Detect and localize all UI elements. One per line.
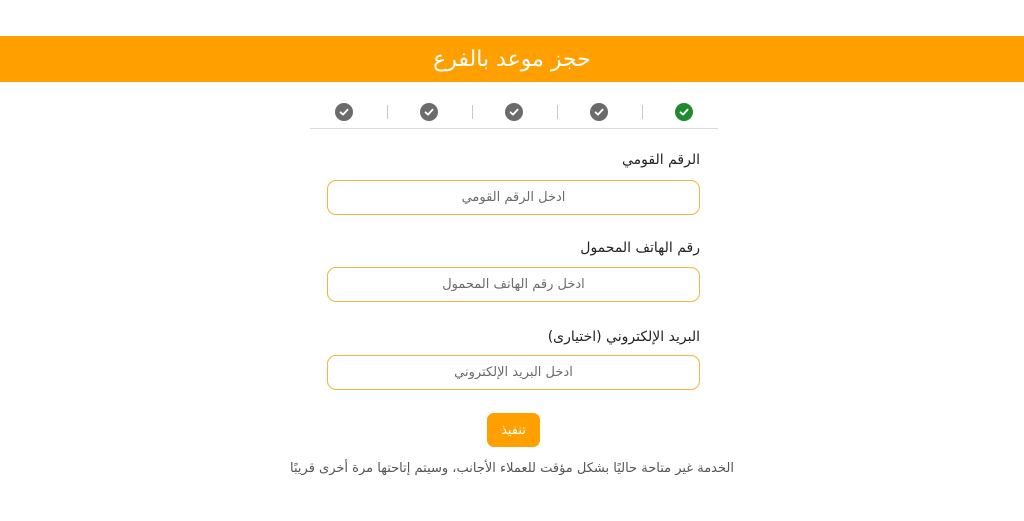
foreigners-notice: الخدمة غير متاحة حاليًا بشكل مؤقت للعملاء الأجانب، وسيتم إتاحتها مرة أخرى قريبًا xyxy=(290,461,734,476)
mobile-input[interactable] xyxy=(327,267,700,302)
mobile-label: رقم الهاتف المحمول xyxy=(580,240,700,256)
submit-button[interactable]: تنفيذ xyxy=(487,413,540,447)
national-id-input[interactable] xyxy=(327,180,700,215)
page-title: حجز موعد بالفرع xyxy=(433,46,591,72)
email-label: البريد الإلكتروني (اختيارى) xyxy=(547,329,700,345)
email-input[interactable] xyxy=(327,355,700,390)
national-id-label: الرقم القومي xyxy=(622,152,700,168)
